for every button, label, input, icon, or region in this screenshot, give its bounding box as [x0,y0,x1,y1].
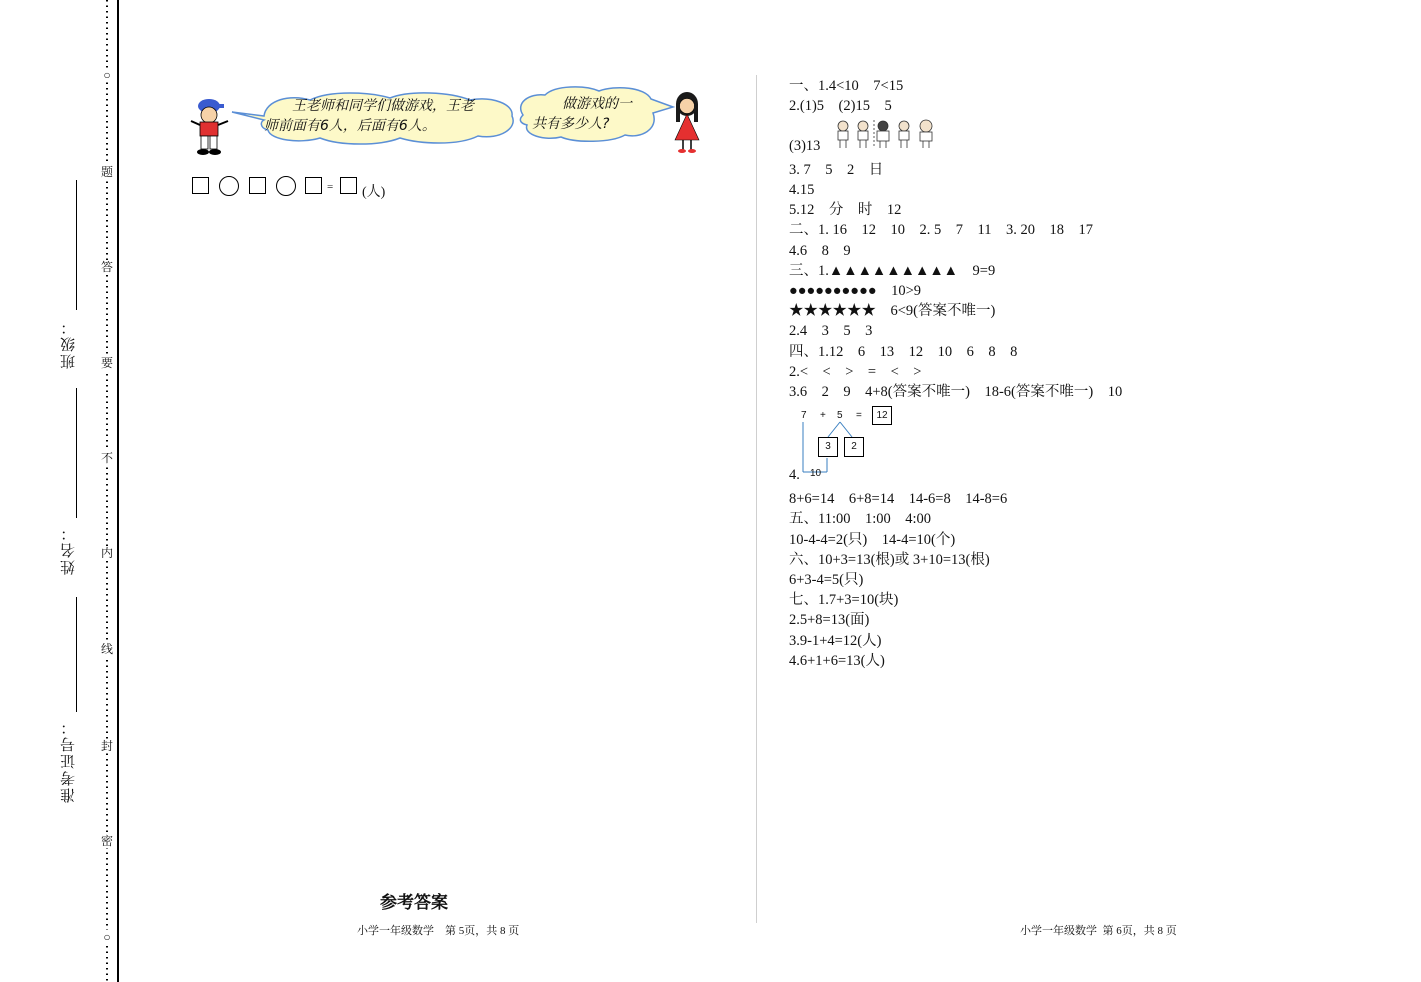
children-illustration [834,118,940,150]
seal-word-yao: 要 [100,356,113,370]
page-divider [756,75,757,923]
answer-line-18: 五、11:00 1:00 4:00 [789,511,932,527]
seal-word-ti: 题 [100,165,113,179]
answer-line-16: 4. [789,467,800,483]
answer-line-1: 一、1.4<10 7<15 [789,78,904,94]
seal-word-xian: 线 [100,642,113,656]
bubble-right-line1: 做游戏的一 [562,96,632,112]
footer-left: 小学一年级数学 第 5页，共 8 页 [357,925,520,937]
diagram-result-box: 12 [872,406,892,425]
seal-circle-bottom: ○ [100,930,114,944]
answer-line-13: 四、1.12 6 13 12 10 6 8 8 [789,344,1018,360]
name-label: 姓名： [61,524,77,575]
answer-line-5: 4.15 [789,182,815,198]
answer-line-4: 3. 7 5 2 日 [789,162,884,178]
class-label: 班级： [61,318,77,369]
answer-line-12: 2.4 3 5 3 [789,323,873,339]
answer-line-11: ★★★★★★ 6<9(答案不唯一) [789,303,996,319]
answer-line-7: 二、1. 16 12 10 2. 5 7 11 3. 20 18 17 [789,222,1093,238]
exam-id-label: 准考证号： [61,718,77,803]
diagram-plus: + [820,410,826,421]
class-field-line[interactable] [76,180,77,310]
binding-solid-line [117,0,119,982]
diagram-addend-a: 7 [801,410,807,421]
operator-circle-2[interactable] [276,176,296,196]
answer-line-14: 2.< < > = < > [789,364,922,380]
operator-circle-1[interactable] [219,176,239,196]
bubble-left-line1: 王老师和同学们做游戏，王老 [292,98,474,114]
answer-line-8: 4.6 8 9 [789,243,851,259]
seal-circle-top: ○ [100,68,114,82]
diagram-sum: 10 [810,468,822,479]
equals-sign: = [327,181,334,193]
answer-line-23: 2.5+8=13(面) [789,612,870,628]
name-field-line[interactable] [76,388,77,518]
answer-line-22: 七、1.7+3=10(块) [789,592,899,608]
answer-box-1[interactable] [192,177,209,194]
answer-box-2[interactable] [249,177,266,194]
answer-line-10: ●●●●●●●●●● 10>9 [789,283,922,299]
seal-word-mi: 密 [100,834,113,848]
answer-line-25: 4.6+1+6=13(人) [789,653,885,669]
seal-word-nei: 内 [100,546,113,560]
answer-line-19: 10-4-4=2(只) 14-4=10(个) [789,532,956,548]
bubble-right-line2: 共有多少人? [532,116,610,132]
diagram-split-box-2: 2 [844,437,864,457]
seal-word-feng: 封 [100,739,113,753]
answer-line-17: 8+6=14 6+8=14 14-6=8 14-8=6 [789,491,1008,507]
footer-right: 小学一年级数学 第 6页，共 8 页 [1020,925,1177,937]
seal-word-da: 答 [100,260,113,274]
seal-word-bu: 不 [100,451,113,465]
answer-line-9: 三、1.▲▲▲▲▲▲▲▲▲ 9=9 [789,263,996,279]
girl-illustration [670,90,706,156]
answer-line-2: 2.(1)5 (2)15 5 [789,98,892,114]
section-title: 参考答案 [380,893,448,913]
answer-line-20: 六、10+3=13(根)或 3+10=13(根) [789,552,990,568]
diagram-addend-b: 5 [837,410,843,421]
answer-line-21: 6+3-4=5(只) [789,572,864,588]
answer-box-3[interactable] [305,177,322,194]
result-box[interactable] [340,177,357,194]
diagram-split-box-1: 3 [818,437,838,457]
unit-label: (人) [362,185,386,200]
answer-line-15: 3.6 2 9 4+8(答案不唯一) 18-6(答案不唯一) 10 [789,384,1123,400]
exam-id-field-line[interactable] [76,597,77,712]
bubble-left-line2: 师前面有6人，后面有6人。 [264,118,436,134]
answer-line-24: 3.9-1+4=12(人) [789,633,882,649]
diagram-equals: = [856,410,862,421]
answer-line-3: (3)13 [789,138,821,154]
answer-line-6: 5.12 分 时 12 [789,202,902,218]
boy-illustration [188,95,234,157]
